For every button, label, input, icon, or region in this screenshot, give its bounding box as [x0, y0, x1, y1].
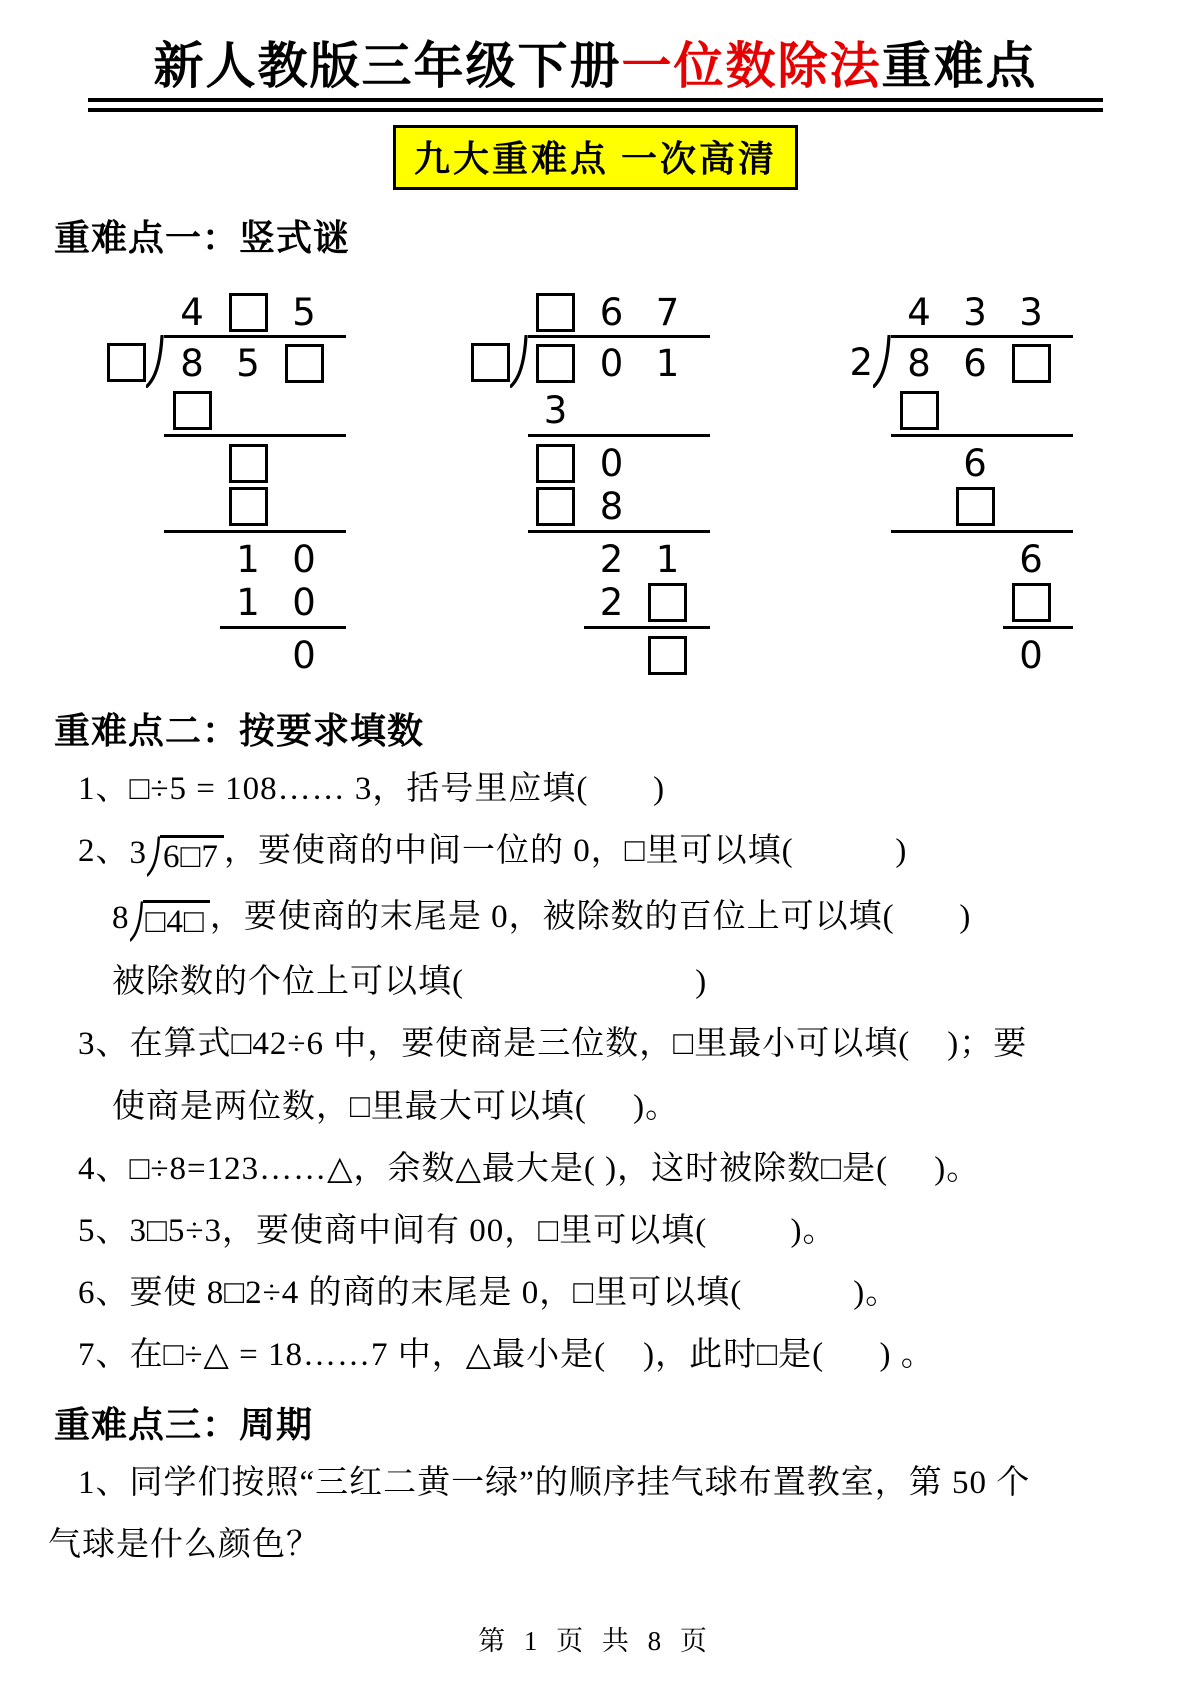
work-cell	[1003, 389, 1059, 432]
work-row	[164, 538, 346, 581]
work-cell	[947, 389, 1003, 432]
work-cell	[528, 442, 584, 485]
subtitle-row	[48, 125, 1143, 190]
work-cell: 3	[543, 389, 568, 432]
page-footer	[0, 1619, 1191, 1658]
blank-box	[536, 344, 575, 383]
quotient-cell: 4	[907, 291, 931, 334]
blank-box	[536, 444, 575, 483]
work-row	[164, 581, 346, 624]
long-division-problem	[821, 291, 1073, 677]
work-cell: 2	[599, 538, 624, 581]
problem-line	[78, 1334, 1143, 1376]
problem-line	[112, 1086, 1143, 1128]
dividend-row	[528, 335, 710, 388]
problem-text: 2、	[78, 833, 130, 870]
long-division-problem	[458, 291, 710, 677]
quotient-cell: 3	[1019, 291, 1043, 334]
title-highlight: 一位数除法	[621, 38, 882, 94]
work-cell	[164, 581, 220, 624]
work-cell	[640, 581, 696, 624]
problem-text: 1、同学们按照“三红二黄一绿”的顺序挂气球布置教室，第 50 个	[78, 1464, 1031, 1501]
dividend-cell	[276, 342, 332, 385]
subtraction-line	[220, 626, 346, 629]
work-row	[891, 389, 1073, 432]
work-row	[528, 634, 710, 677]
dividend-cell: 8	[907, 342, 931, 385]
work-cell: 8	[599, 485, 624, 528]
work-cell	[528, 581, 584, 624]
blank-box	[536, 487, 575, 526]
work-cell: 6	[963, 442, 987, 485]
subtitle-badge: 九大重难点 一次高清	[393, 125, 798, 190]
problem-text: 6、要使 8□2÷4 的商的末尾是 0，□里可以填( )。	[78, 1275, 900, 1312]
subtraction-line	[891, 434, 1073, 437]
division-bracket-row	[458, 335, 710, 389]
work-cell	[276, 485, 332, 528]
problem-line	[112, 961, 1143, 1003]
cycle-problems	[48, 1462, 1143, 1566]
work-cell	[164, 634, 220, 677]
title-double-underline	[88, 98, 1103, 112]
subtraction-line	[164, 434, 346, 437]
dividend-cell: 0	[599, 342, 624, 385]
division-bracket-curve	[130, 900, 143, 944]
work-cell: 0	[292, 538, 316, 581]
section1-heading: 重难点一：竖式谜	[54, 218, 351, 258]
work-row	[528, 538, 710, 581]
dividend-cell: 8	[180, 342, 204, 385]
work-row	[891, 538, 1073, 581]
subtraction-line	[584, 626, 710, 629]
subtraction-line	[528, 434, 710, 437]
divisor	[458, 335, 510, 389]
problem-text: 5、3□5÷3，要使商中间有 00，□里可以填( )。	[78, 1213, 837, 1250]
work-cell: 0	[292, 634, 316, 677]
work-cell: 6	[1019, 538, 1043, 581]
work-cell	[891, 442, 947, 485]
blank-box	[956, 487, 995, 526]
problem-text: 使商是两位数，□里最大可以填( )。	[112, 1088, 680, 1125]
long-division-problem	[94, 291, 346, 677]
work-cell	[891, 389, 947, 432]
divisor	[94, 335, 146, 389]
dividend-cell	[1003, 342, 1059, 385]
work-cell	[528, 634, 584, 677]
title-pre: 新人教版三年级下册	[153, 38, 622, 94]
work-cell	[584, 389, 640, 432]
page-title	[48, 38, 1143, 94]
inline-dividend: □4□	[143, 900, 210, 942]
quotient-cell: 4	[180, 291, 204, 334]
work-cell	[1003, 485, 1059, 528]
work-cell	[164, 538, 220, 581]
dividend-row	[891, 335, 1073, 388]
work-cell	[584, 634, 640, 677]
blank-box	[229, 444, 268, 483]
quotient-row	[528, 291, 710, 334]
blank-box	[648, 583, 687, 622]
work-row	[891, 581, 1073, 624]
problem-text: ，要使商的末尾是 0，被除数的百位上可以填( )	[209, 898, 972, 935]
quotient-cell: 7	[655, 291, 680, 334]
work-row	[528, 442, 710, 485]
subtraction-line	[164, 530, 346, 533]
work-row	[164, 485, 346, 528]
blank-box	[1012, 344, 1051, 383]
work-row	[891, 485, 1073, 528]
section3-heading: 重难点三：周期	[54, 1404, 314, 1445]
division-bracket-row	[821, 335, 1073, 389]
dividend-cell: 1	[655, 342, 680, 385]
work-row	[528, 389, 710, 432]
subtraction-line	[1003, 626, 1073, 629]
work-cell	[891, 538, 947, 581]
problem-line	[78, 1210, 1143, 1252]
problem-line	[78, 768, 1143, 810]
subtraction-line	[528, 530, 710, 533]
blank-box	[648, 636, 687, 675]
divisor: 2	[849, 340, 873, 384]
work-cell: 0	[292, 581, 316, 624]
problem-text: 1、□÷5 = 108…… 3，括号里应填( )	[78, 771, 666, 807]
long-division-problems	[48, 261, 1143, 683]
problem-text: 被除数的个位上可以填( )	[112, 964, 708, 1001]
problem-line	[112, 896, 1143, 941]
division-bracket-curve	[510, 335, 528, 389]
work-cell	[640, 442, 696, 485]
work-cell	[276, 389, 332, 432]
work-cell: 0	[599, 442, 624, 485]
work-cell	[164, 442, 220, 485]
blank-box	[229, 293, 268, 332]
work-cell: 0	[1019, 634, 1043, 677]
blank-box	[536, 293, 575, 332]
division-bracket-curve	[147, 835, 160, 879]
quotient-cell	[220, 291, 276, 334]
section2-heading: 重难点二：按要求填数	[54, 711, 425, 751]
work-cell	[528, 538, 584, 581]
quotient-row	[891, 291, 1073, 334]
work-cell	[640, 485, 696, 528]
blank-box	[285, 344, 324, 383]
work-row	[164, 442, 346, 485]
work-cell: 1	[236, 538, 260, 581]
problem-line	[48, 1524, 1143, 1566]
blank-box	[107, 343, 146, 382]
blank-box	[471, 343, 510, 382]
work-cell: 1	[236, 581, 260, 624]
work-cell	[1003, 581, 1059, 624]
work-cell	[947, 634, 1003, 677]
work-cell: 1	[655, 538, 680, 581]
inline-long-division	[112, 900, 210, 944]
work-cell	[947, 485, 1003, 528]
work-row	[164, 634, 346, 677]
blank-box	[229, 487, 268, 526]
work-row	[891, 442, 1073, 485]
problem-text: 4、□÷8=123……△，余数△最大是( )，这时被除数□是( )。	[78, 1150, 981, 1187]
work-cell	[947, 538, 1003, 581]
work-row	[164, 389, 346, 432]
division-bracket-curve	[873, 335, 891, 389]
problem-text: ，要使商的中间一位的 0，□里可以填( )	[223, 833, 908, 870]
problem-line	[78, 1148, 1143, 1190]
work-cell	[164, 389, 220, 432]
quotient-cell: 5	[292, 291, 316, 334]
page-number-text: 第 1 页 共 8 页	[478, 1626, 713, 1656]
work-cell	[1003, 442, 1059, 485]
quotient-cell	[528, 291, 584, 334]
quotient-cell: 6	[599, 291, 624, 334]
problem-text: 气球是什么颜色？	[48, 1526, 320, 1563]
work-cell	[164, 485, 220, 528]
dividend-cell: 5	[236, 342, 260, 385]
blank-box	[173, 391, 212, 430]
problem-text: 7、在□÷△ = 18……7 中，△最小是( )，此时□是( ) 。	[78, 1337, 935, 1374]
inline-divisor: 3	[129, 834, 147, 871]
division-bracket-curve	[146, 335, 164, 389]
work-cell	[276, 442, 332, 485]
work-cell	[891, 634, 947, 677]
work-row	[528, 581, 710, 624]
work-cell	[220, 442, 276, 485]
dividend-cell	[528, 342, 584, 385]
problem-line	[78, 1023, 1143, 1065]
blank-box	[900, 391, 939, 430]
work-row	[891, 634, 1073, 677]
problem-text: 3、在算式□42÷6 中，要使商是三位数，□里最小可以填( )；要	[78, 1026, 1028, 1063]
subtraction-line	[891, 530, 1073, 533]
problem-line	[78, 1272, 1143, 1314]
work-cell	[220, 634, 276, 677]
work-cell	[640, 389, 696, 432]
inline-dividend: 6□7	[160, 835, 224, 877]
work-cell	[891, 581, 947, 624]
problem-line	[78, 830, 1143, 875]
work-cell	[891, 485, 947, 528]
work-cell	[947, 581, 1003, 624]
division-bracket-row	[94, 335, 346, 389]
inline-divisor: 8	[112, 900, 130, 937]
blank-box	[1012, 583, 1051, 622]
dividend-row	[164, 335, 346, 388]
title-post: 重难点	[881, 38, 1038, 94]
fill-in-problems	[48, 768, 1143, 1377]
quotient-row	[164, 291, 346, 334]
work-row	[528, 485, 710, 528]
problem-line	[78, 1462, 1143, 1504]
work-cell	[640, 634, 696, 677]
inline-long-division	[130, 835, 224, 879]
quotient-cell: 3	[963, 291, 987, 334]
dividend-cell: 6	[963, 342, 987, 385]
work-cell	[528, 485, 584, 528]
work-cell	[220, 389, 276, 432]
work-cell	[220, 485, 276, 528]
work-cell: 2	[599, 581, 624, 624]
